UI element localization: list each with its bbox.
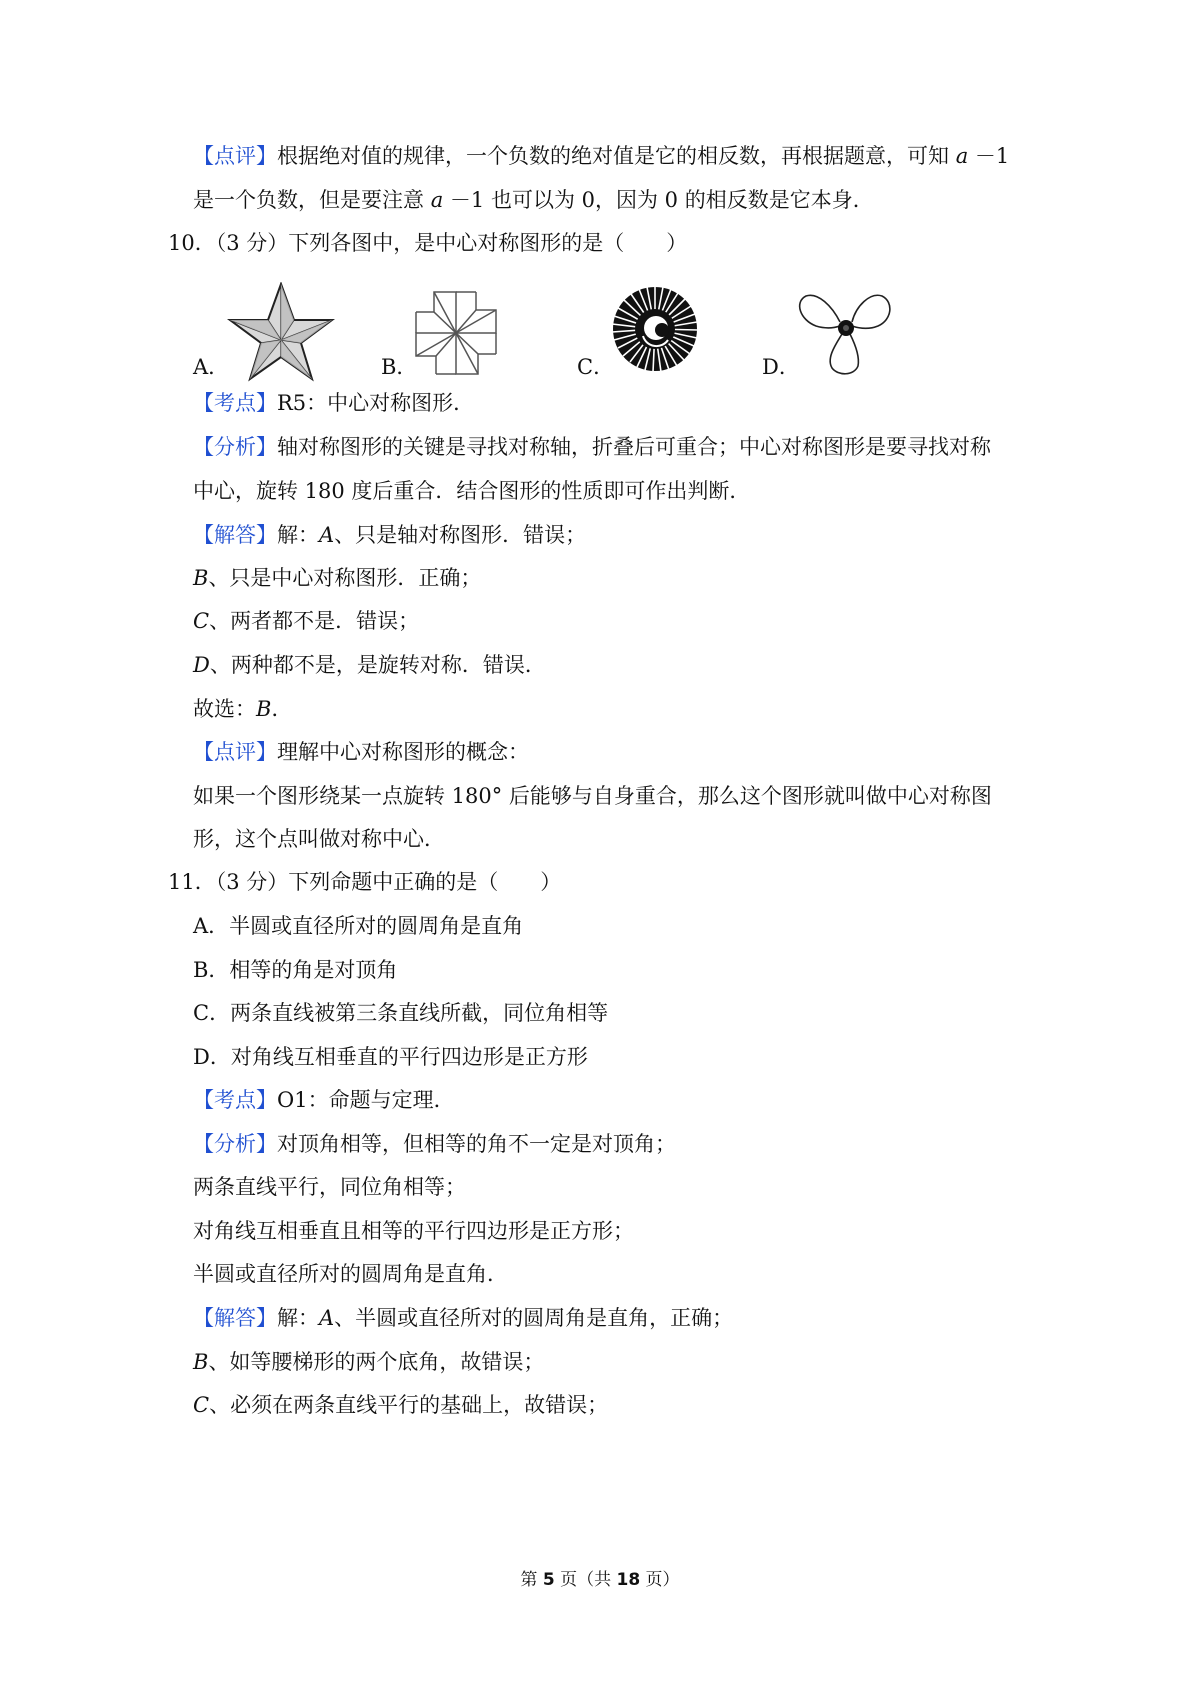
page-footer: 第 5 页（共 18 页） — [520, 1570, 680, 1590]
answer-tag: 【解答】 — [193, 523, 277, 547]
q10-choose: 故选：B． — [193, 697, 293, 721]
q10-point: 【考点】R5：中心对称图形． — [193, 391, 475, 415]
answer-tag: 【解答】 — [193, 1306, 277, 1330]
q11-answer-2: B、如等腰梯形的两个底角，故错误； — [193, 1350, 545, 1374]
analysis-tag: 【分析】 — [193, 1132, 277, 1156]
q10-answer-2: B、只是中心对称图形．正确； — [193, 566, 482, 590]
q11-analysis-3: 对角线互相垂直且相等的平行四边形是正方形； — [193, 1219, 634, 1243]
point-tag: 【考点】 — [193, 391, 277, 415]
page-number: 5 — [542, 1570, 555, 1590]
q10-answer-1: 【解答】解：A、只是轴对称图形．错误； — [193, 523, 587, 547]
q11-answer-3: C、必须在两条直线平行的基础上，故错误； — [193, 1393, 609, 1417]
q11-point: 【考点】O1：命题与定理． — [193, 1088, 455, 1112]
option-c-label: C． — [577, 355, 615, 379]
review-tag: 【点评】 — [193, 144, 277, 168]
q10-stem: 10．（3 分）下列各图中，是中心对称图形的是（ ） — [168, 231, 688, 255]
option-d-label: D． — [762, 355, 800, 379]
q9-review-line-1: 【点评】根据绝对值的规律，一个负数的绝对值是它的相反数，再根据题意，可知 a －1 — [193, 144, 1010, 168]
propeller-figure — [796, 286, 896, 376]
star-figure — [226, 282, 336, 382]
option-a-label: A． — [193, 355, 230, 379]
q11-option-b: B．相等的角是对顶角 — [193, 958, 398, 982]
q11-answer-1: 【解答】解：A、半圆或直径所对的圆周角是直角，正确； — [193, 1306, 734, 1330]
q10-analysis-1: 【分析】轴对称图形的关键是寻找对称轴，折叠后可重合；中心对称图形是要寻找对称 — [193, 435, 991, 459]
q11-option-d: D．对角线互相垂直的平行四边形是正方形 — [193, 1045, 588, 1069]
q10-analysis-2: 中心，旋转 180 度后重合．结合图形的性质即可作出判断． — [193, 479, 751, 503]
q11-stem: 11．（3 分）下列命题中正确的是（ ） — [168, 870, 562, 894]
q11-analysis-1: 【分析】对顶角相等，但相等的角不一定是对顶角； — [193, 1132, 676, 1156]
total-pages: 18 — [616, 1570, 641, 1590]
pinwheel-figure — [412, 288, 500, 378]
q9-review-line-2: 是一个负数，但是要注意 a －1 也可以为 0，因为 0 的相反数是它本身． — [193, 188, 874, 212]
option-b-label: B． — [381, 355, 418, 379]
review-tag: 【点评】 — [193, 740, 277, 764]
point-tag: 【考点】 — [193, 1088, 277, 1112]
q10-review-1: 【点评】理解中心对称图形的概念： — [193, 740, 529, 764]
q11-analysis-2: 两条直线平行，同位角相等； — [193, 1175, 466, 1199]
analysis-tag: 【分析】 — [193, 435, 277, 459]
q10-answer-3: C、两者都不是．错误； — [193, 609, 420, 633]
q10-answer-4: D、两种都不是，是旋转对称．错误． — [193, 653, 546, 677]
sunburst-figure — [610, 284, 700, 374]
q10-review-3: 形，这个点叫做对称中心． — [193, 827, 445, 851]
q11-option-a: A．半圆或直径所对的圆周角是直角 — [193, 914, 524, 938]
q10-review-2: 如果一个图形绕某一点旋转 180° 后能够与自身重合，那么这个图形就叫做中心对称图 — [193, 784, 992, 808]
q11-analysis-4: 半圆或直径所对的圆周角是直角． — [193, 1262, 508, 1286]
q11-option-c: C．两条直线被第三条直线所截，同位角相等 — [193, 1001, 609, 1025]
